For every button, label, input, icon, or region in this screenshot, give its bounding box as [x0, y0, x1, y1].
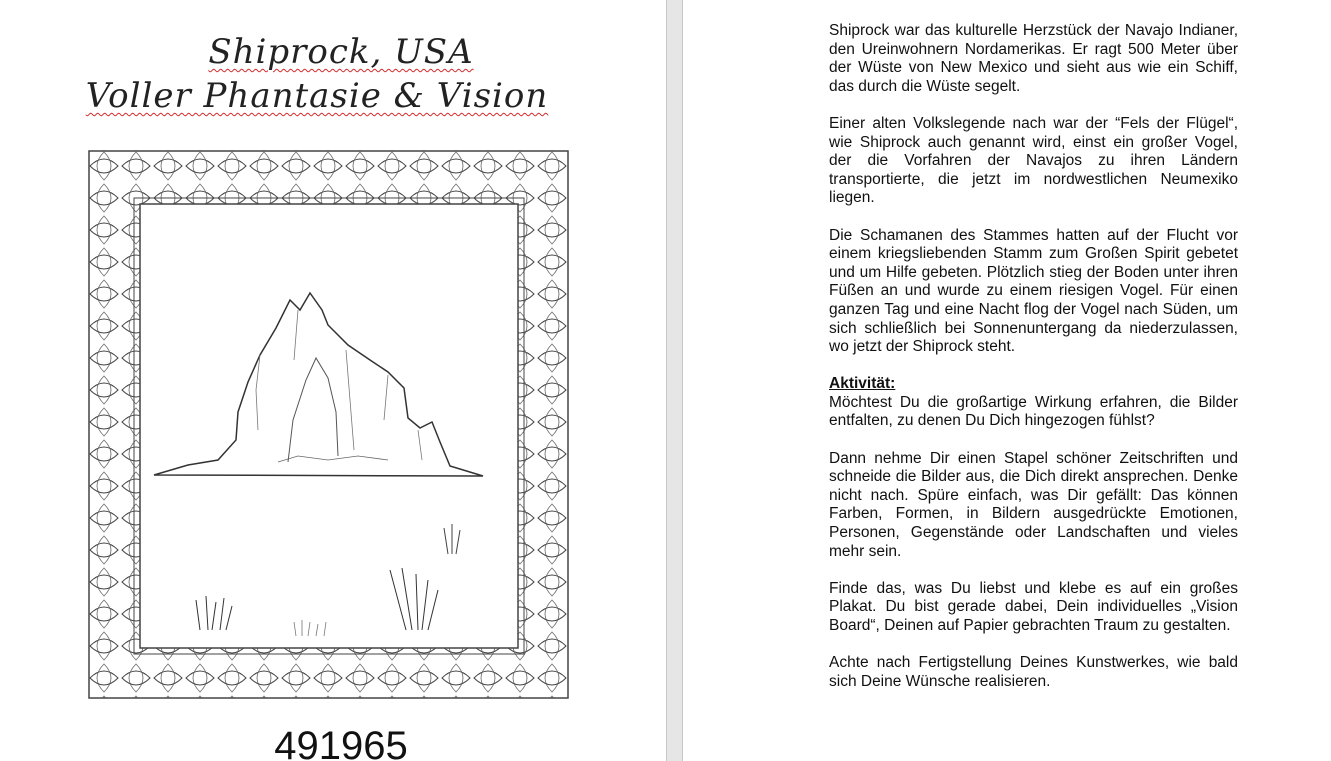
paragraph: Möchtest Du die großartige Wirkung erfahren, die Bilder entfalten, zu denen Du Dich hingezogen fühlst?: [829, 393, 1238, 430]
paragraph: Achte nach Fertigstellung Deines Kunstwerkes, wie bald sich Deine Wünsche realisieren.: [829, 654, 1238, 690]
body-text-column: [829, 22, 1238, 710]
right-page: [683, 0, 1331, 761]
paragraph: Dann nehme Dir einen Stapel schöner Zeitschriften und schneide die Bilder aus, die Dich direkt ansprechen. Denke nicht nach. Spüre einfach, was Dir gefällt: Das können Farben, Formen, in Bildern ausgedrückte Emotionen, Personen, Gegenstände oder Landschaften und vieles mehr sein.: [829, 449, 1238, 560]
paragraph: Shiprock war das kulturelle Herzstück der Navajo Indianer, den Ureinwohnern Nordamerikas. Er ragt 500 Meter über der Wüste von New Mexico und sieht aus wie ein Schiff, das durch die Wüste segelt.: [829, 22, 1238, 95]
activity-heading: Aktivität:: [829, 375, 896, 393]
paragraph: Einer alten Volkslegende nach war der “Fels der Flügel“, wie Shiprock auch genannt wird, einst ein großer Vogel, der die Vorfahren der Navajos zu ihren Ländern transportierte, die jetzt im nordwestlichen Neumexiko liegen.: [829, 114, 1238, 207]
shiprock-sketch-icon: [88, 150, 570, 700]
page-title-line-2: Voller Phantasie & Vision: [85, 76, 549, 116]
paragraph: Finde das, was Du liebst und klebe es auf ein großes Plakat. Du bist gerade dabei, Dein individuelles „Vision Board“, Deinen auf Papier gebrachten Traum zu gestalten.: [829, 579, 1238, 634]
activity-block: [829, 375, 1238, 431]
page-title-line-1: Shiprock, USA: [208, 32, 474, 72]
paragraph: Die Schamanen des Stammes hatten auf der Flucht vor einem kriegsliebenden Stamm zum Großen Spirit gebetet und um Hilfe gebeten. Plötzlich stieg der Boden unter ihren Füßen an und wurde zu einem riesigen Vogel. Für einen ganzen Tag und eine Nacht flog der Vogel nach Süden, um sich schließlich bei Sonnenuntergang da niederzulassen, wo jetzt der Shiprock steht.: [829, 226, 1238, 356]
document-number: 491965: [274, 724, 408, 761]
page-gutter-left: [666, 0, 667, 761]
